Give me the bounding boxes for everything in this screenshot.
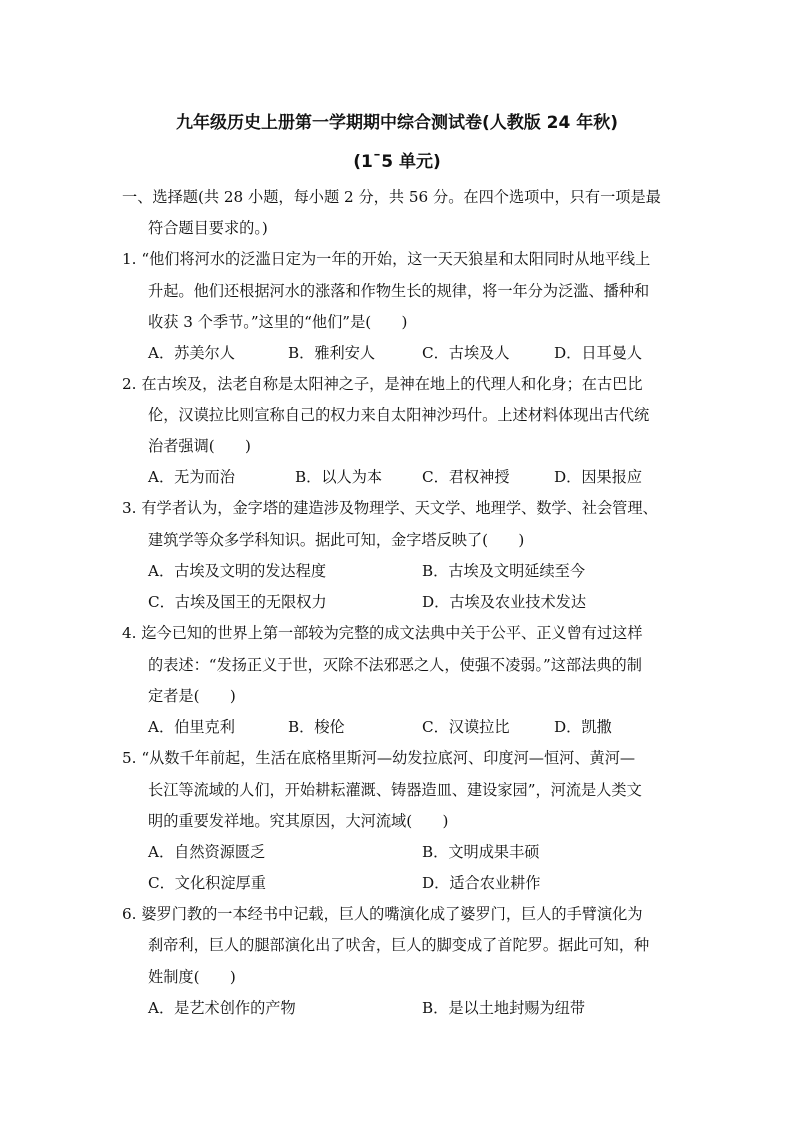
question-6-text: 刹帝利，巨人的腿部演化出了吠舍，巨人的脚变成了首陀罗。据此可知，种 [148,936,650,954]
question-6-option-a: A．是艺术创作的产物 [148,999,296,1017]
question-1-option-d: D．日耳曼人 [554,344,643,362]
section-instruction-cont: 符合题目要求的。) [148,219,268,237]
question-4-text: 4. 迄今已知的世界上第一部较为完整的成文法典中关于公平、正义曾有过这样 [122,624,643,642]
question-5-text: 5. “从数千年前起，生活在底格里斯河—幼发拉底河、印度河—恒河、黄河— [122,749,636,767]
question-1-option-b: B．雅利安人 [288,344,376,362]
question-3-option-c: C．古埃及国王的无限权力 [148,593,327,611]
question-1-text: 1. “他们将河水的泛滥日定为一年的开始，这一天天狼星和太阳同时从地平线上 [122,250,651,268]
page-subtitle: (1¯5 单元) [353,152,441,172]
question-3-option-d: D．古埃及农业技术发达 [422,593,587,611]
question-4-option-c: C．汉谟拉比 [422,718,510,736]
question-5-text: 长江等流域的人们，开始耕耘灌溉、铸器造皿、建设家园”，河流是人类文 [148,781,642,799]
question-2-text: 伦，汉谟拉比则宣称自己的权力来自太阳神沙玛什。上述材料体现出古代统 [148,406,650,424]
question-6-option-b: B．是以土地封赐为纽带 [422,999,586,1017]
question-3-option-b: B．古埃及文明延续至今 [422,562,586,580]
question-5-option-b: B．文明成果丰硕 [422,843,540,861]
question-3-option-a: A．古埃及文明的发达程度 [148,562,327,580]
question-2-option-a: A．无为而治 [148,468,235,486]
section-instruction: 一、选择题(共 28 小题，每小题 2 分，共 56 分。在四个选项中，只有一项是最 [122,188,661,206]
question-5-option-c: C．文化积淀厚重 [148,874,266,892]
question-2-option-d: D．因果报应 [554,468,643,486]
question-5-text: 明的重要发祥地。究其原因，大河流域( ) [148,812,449,830]
question-2-option-b: B．以人为本 [295,468,383,486]
question-2-text: 2. 在古埃及，法老自称是太阳神之子，是神在地上的代理人和化身；在古巴比 [122,375,643,393]
question-5-option-d: D．适合农业耕作 [422,874,541,892]
question-1-text: 收获 3 个季节。”这里的“他们”是( ) [148,313,408,331]
page-title: 九年级历史上册第一学期期中综合测试卷(人教版 24 年秋) [175,113,619,133]
question-1-option-a: A．苏美尔人 [148,344,235,362]
question-6-text: 姓制度( ) [148,968,236,986]
question-6-text: 6. 婆罗门教的一本经书中记载，巨人的嘴演化成了婆罗门，巨人的手臂演化为 [122,905,643,923]
question-4-option-a: A．伯里克利 [148,718,235,736]
question-2-option-c: C．君权神授 [422,468,510,486]
question-3-text: 建筑学等众多学科知识。据此可知，金字塔反映了( ) [148,531,525,549]
question-5-option-a: A．自然资源匮乏 [148,843,266,861]
question-1-text: 升起。他们还根据河水的涨落和作物生长的规律，将一年分为泛滥、播种和 [148,282,650,300]
question-4-option-b: B．梭伦 [288,718,345,736]
question-4-text: 的表述：“发扬正义于世，灭除不法邪恶之人，使强不凌弱。”这部法典的制 [148,656,642,674]
question-2-text: 治者强调( ) [148,437,251,455]
question-3-text: 3. 有学者认为，金字塔的建造涉及物理学、天文学、地理学、数学、社会管理、 [122,499,658,517]
question-4-option-d: D．凯撒 [554,718,612,736]
question-4-text: 定者是( ) [148,687,236,705]
question-1-option-c: C．古埃及人 [422,344,510,362]
